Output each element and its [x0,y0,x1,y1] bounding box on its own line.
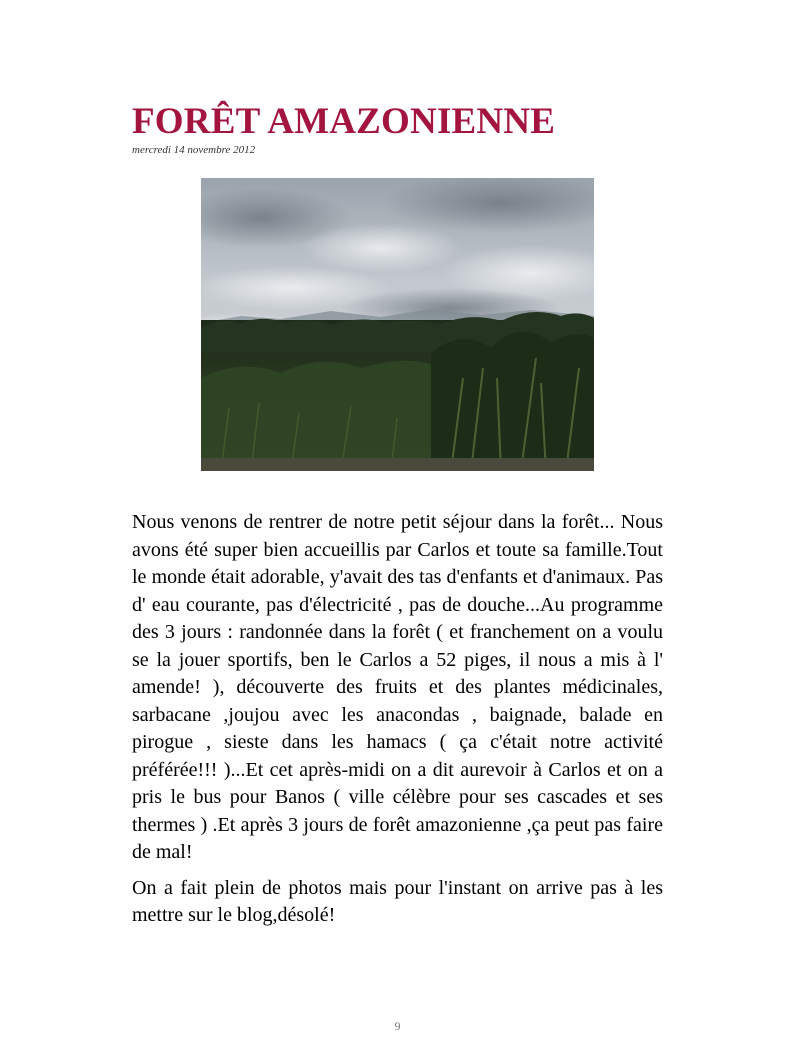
page-number: 9 [394,1019,401,1033]
forest-landscape-photo [201,178,594,471]
page-title: FORÊT AMAZONIENNE [132,101,556,142]
article-body [132,509,663,930]
article-paragraph: On a fait plein de photos mais pour l'instant on arrive pas à les mettre sur le blog,désolé! [132,876,663,926]
post-date: mercredi 14 novembre 2012 [132,144,256,156]
article-paragraph: Nous venons de rentrer de notre petit séjour dans la forêt... Nous avons été super bien accueillis par Carlos et toute sa famille.Tout le monde était adorable, y'avait des tas d'enfants et d'animaux. Pas d' eau courante, pas d'électricité , pas de douche...Au programme des 3 jours : randonnée dans la forêt ( et franchement on a voulu se la jouer sportifs, ben le Carlos a 52 piges, il nous a mis à l' amende! ), découverte des fruits et des plantes médicinales, sarbacane ,joujou avec les anacondas , baignade, balade en pirogue , sieste dans les hamacs ( ça c'était notre activité préférée!!! )...Et cet après-midi on a dit aurevoir à Carlos et on a pris le bus pour Banos ( ville célèbre pour ses cascades et ses thermes ) .Et après 3 jours de forêt amazonienne ,ça peut pas faire de mal! [132,511,663,863]
